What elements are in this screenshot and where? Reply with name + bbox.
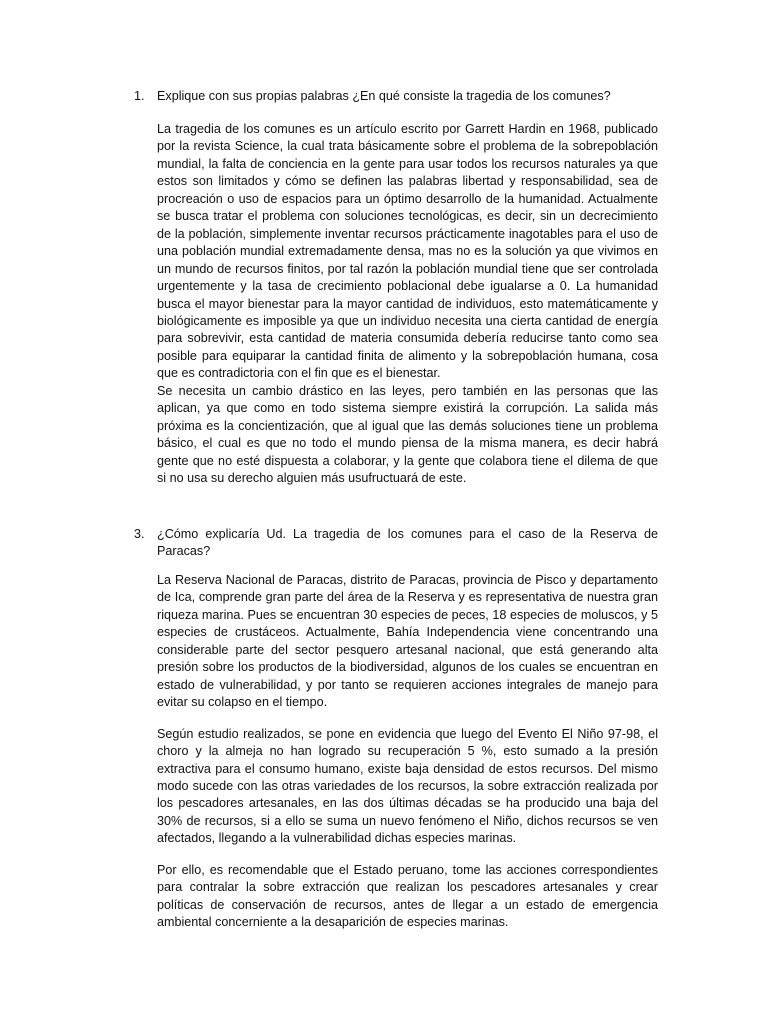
answer-paragraph: La tragedia de los comunes es un artículo escrito por Garrett Hardin en 1968, publicado por la revista Science, la cual trata básicamente sobre el problema de la sobrepoblación mundial, la falta de conciencia en la gente para usar todos los recursos naturales ya que estos son limitados y cómo se definen las palabras libertad y responsabilidad, sea de procreación o uso de espacios para un óptimo desarrollo de la humanidad. Actualmente se busca tratar el problema con soluciones tecnológicas, es decir, sin un decrecimiento de la población, simplemente inventar recursos prácticamente inagotables para el uso de una población mundial extremadamente densa, mas no es la solución ya que vivimos en un mundo de recursos finitos, por tal razón la población mundial tiene que ser controlada urgentemente y la tasa de crecimiento poblacional debe igualarse a 0. La humanidad busca el mayor bienestar para la mayor cantidad de individuos, esto matemáticamente y biológicamente es imposible ya que un individuo necesita una cierta cantidad de energía para sobrevivir, esta cantidad de materia consumida debería reducirse tanto como sea posible para equiparar la cantidad finita de alimento y la sobrepoblación humana, cosa que es contradictoria con el fin que es el bienestar. xyxy=(157,122,658,381)
question-prompt: ¿Cómo explicaría Ud. La tragedia de los comunes para el caso de la Reserva de Paracas? xyxy=(157,527,658,558)
answer-3 xyxy=(157,572,658,932)
question-3 xyxy=(134,526,658,560)
answer-paragraph: Por ello, es recomendable que el Estado peruano, tome las acciones correspondientes para contralar la sobre extracción que realizan los pescadores artesanales y crear políticas de conservación de recursos, antes de llegar a un estado de emergencia ambiental concerniente a la desaparición de especies marinas. xyxy=(157,862,658,930)
question-number: 1. xyxy=(134,89,145,103)
answer-paragraph: Según estudio realizados, se pone en evidencia que luego del Evento El Niño 97-98, el choro y la almeja no han logrado su recuperación 5 %, esto sumado a la presión extractiva para el consumo humano, existe baja densidad de estos recursos. Del mismo modo sucede con las otras variedades de los recursos, la sobre extracción realizada por los pescadores artesanales, en las dos últimas décadas se ha producido una baja del 30% de recursos, si a ello se suma un nuevo fenómeno el Niño, dichos recursos se ven afectados, llegando a la vulnerabilidad dichas especies marinas. xyxy=(157,726,658,846)
answer-1 xyxy=(157,121,658,488)
answer-paragraph: Se necesita un cambio drástico en las leyes, pero también en las personas que las aplican, ya que como en todo sistema siempre existirá la corrupción. La salida más próxima es la concientización, que al igual que las demás soluciones tiene un problema básico, el cual es que no todo el mundo piensa de la misma manera, es decir habrá gente que no esté dispuesta a colaborar, y la gente que colabora tiene el dilema de que si no usa su derecho alguien más usufructuará de este. xyxy=(157,383,658,486)
question-number: 3. xyxy=(134,527,145,541)
answer-paragraph: La Reserva Nacional de Paracas, distrito de Paracas, provincia de Pisco y departamento de Ica, comprende gran parte del área de la Reserva y es representativa de nuestra gran riqueza marina. Pues se encuentran 30 especies de peces, 18 especies de moluscos, y 5 especies de crustáceos. Actualmente, Bahía Independencia viene concentrando una considerable parte del sector pesquero artesanal nacional, que está generando alta presión sobre los productos de la biodiversidad, algunos de los cuales se encuentran en estado de vulnerabilidad, y por tanto se requieren acciones integrales de manejo para evitar su colapso en el tiempo. xyxy=(157,573,658,710)
question-1 xyxy=(134,88,658,105)
question-prompt: Explique con sus propias palabras ¿En qué consiste la tragedia de los comunes? xyxy=(157,89,611,103)
